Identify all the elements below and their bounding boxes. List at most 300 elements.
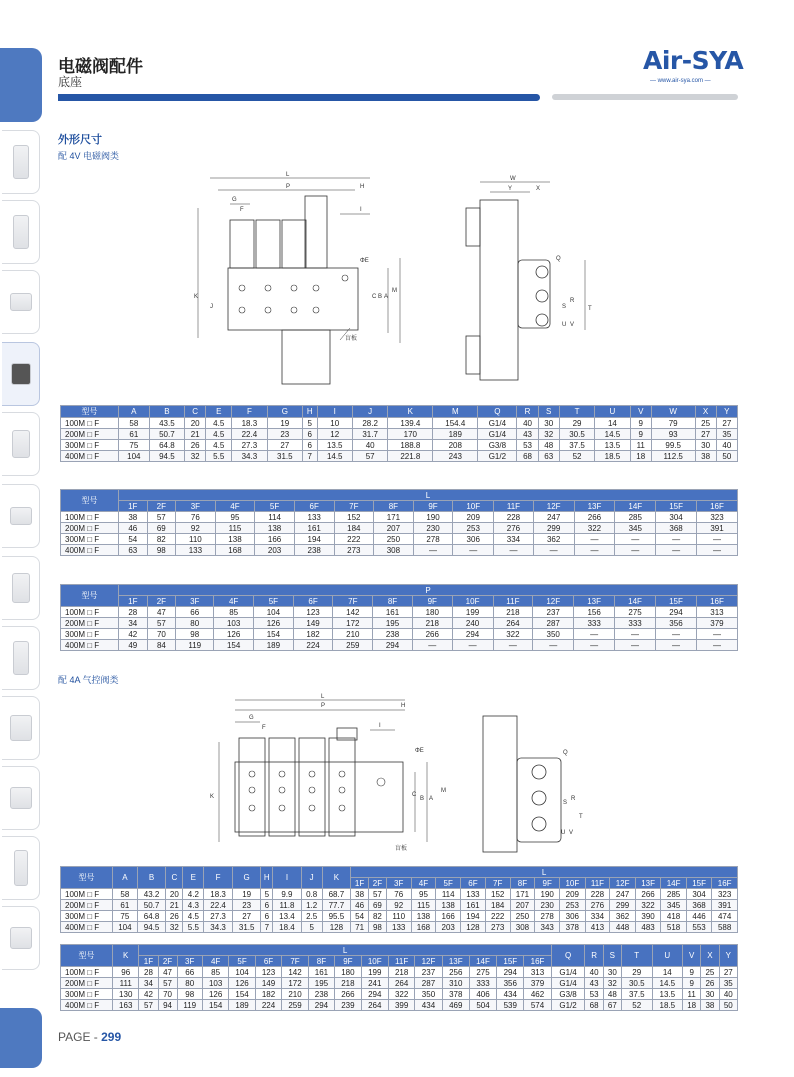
value-cell: 333 <box>615 618 656 629</box>
col-header: 1F <box>139 956 158 967</box>
value-cell: 161 <box>373 607 413 618</box>
value-cell: 285 <box>661 889 687 900</box>
value-cell: — <box>574 640 615 651</box>
value-cell: 99.5 <box>651 440 695 451</box>
value-cell: 104 <box>119 451 150 462</box>
value-cell: — <box>493 640 533 651</box>
value-cell: 350 <box>415 989 442 1000</box>
value-cell: 48 <box>603 989 621 1000</box>
col-header: 4F <box>411 878 436 889</box>
col-header: C <box>166 867 183 889</box>
col-header: 13F <box>574 501 615 512</box>
table-row <box>61 889 738 900</box>
value-cell: 322 <box>493 629 533 640</box>
table-row <box>61 545 738 556</box>
col-header: 6F <box>461 878 486 889</box>
value-cell: 362 <box>533 534 574 545</box>
value-cell: 98 <box>176 629 214 640</box>
value-cell: 306 <box>560 911 586 922</box>
value-cell: 259 <box>333 640 373 651</box>
model-header: 型号 <box>61 945 113 967</box>
fitting-icon <box>13 145 29 179</box>
dim-label-E: ΦE <box>415 748 424 754</box>
col-header: A <box>113 867 138 889</box>
dim-label-I: I <box>360 207 362 213</box>
dim-label-G: G <box>232 197 237 203</box>
value-cell: 76 <box>176 512 216 523</box>
col-header: X <box>701 945 719 967</box>
value-cell: 161 <box>294 523 334 534</box>
col-header: S <box>538 406 559 418</box>
section-subtitle-4v: 配 4V 电磁阀类 <box>58 151 120 161</box>
value-cell: 64.8 <box>137 911 166 922</box>
value-cell: 114 <box>255 512 295 523</box>
model-cell: 100M □ F <box>61 889 113 900</box>
value-cell: — <box>412 640 452 651</box>
value-cell: — <box>494 545 534 556</box>
value-cell: 43.5 <box>149 418 184 429</box>
value-cell: 32 <box>185 451 206 462</box>
dim-label-F: F <box>240 207 244 213</box>
value-cell: 27.3 <box>204 911 233 922</box>
col-header: 2F <box>369 878 387 889</box>
value-cell: — <box>533 545 574 556</box>
value-cell: 119 <box>176 640 214 651</box>
col-header: J <box>352 406 387 418</box>
value-cell: 53 <box>517 440 538 451</box>
model-cell: 400M □ F <box>61 1000 113 1011</box>
dim-label-A: A <box>384 294 389 300</box>
value-cell: 103 <box>202 978 228 989</box>
value-cell: 92 <box>386 900 411 911</box>
value-cell: 209 <box>453 512 494 523</box>
dim-label-B: B <box>420 796 425 802</box>
value-cell: 138 <box>215 534 255 545</box>
value-cell: 253 <box>453 523 494 534</box>
col-header: 5F <box>436 878 461 889</box>
col-header: T <box>621 945 652 967</box>
value-cell: 67 <box>603 1000 621 1011</box>
col-header: 15F <box>656 501 697 512</box>
value-cell: 574 <box>524 1000 551 1011</box>
side-tab-cushions[interactable] <box>2 836 40 900</box>
col-header: 9F <box>335 956 361 967</box>
value-cell: 104 <box>113 922 138 933</box>
table-row <box>61 440 738 451</box>
col-header: Y <box>716 406 737 418</box>
value-cell: 4.5 <box>206 418 232 429</box>
value-cell: 333 <box>469 978 496 989</box>
value-cell: 64.8 <box>149 440 184 451</box>
value-cell: 28 <box>119 607 148 618</box>
col-header: Y <box>719 945 737 967</box>
value-cell: 323 <box>697 512 738 523</box>
table-row <box>61 451 738 462</box>
model-cell: 400M □ F <box>61 545 119 556</box>
nameplate-label: 盲板 <box>395 846 408 852</box>
col-header: S <box>603 945 621 967</box>
value-cell: 38 <box>695 451 716 462</box>
value-cell: — <box>697 534 738 545</box>
col-header: A <box>119 406 150 418</box>
value-cell: 34 <box>119 618 148 629</box>
value-cell: 14 <box>652 967 683 978</box>
value-cell: 110 <box>176 534 216 545</box>
value-cell: — <box>453 545 494 556</box>
value-cell: 25 <box>695 418 716 429</box>
value-cell: 504 <box>469 1000 496 1011</box>
table-row <box>61 618 738 629</box>
value-cell: 126 <box>214 629 254 640</box>
side-tab-actuators[interactable] <box>2 696 40 760</box>
value-cell: 43 <box>585 978 603 989</box>
value-cell: — <box>696 640 737 651</box>
value-cell: 126 <box>229 978 255 989</box>
table-row <box>61 629 738 640</box>
value-cell: 247 <box>533 512 574 523</box>
value-cell: 25 <box>701 967 719 978</box>
value-cell: 273 <box>334 545 374 556</box>
dim-label-Q: Q <box>556 256 561 262</box>
dim-label-V: V <box>570 322 575 328</box>
dim-label-P: P <box>286 184 291 190</box>
filter-icon <box>13 641 29 675</box>
value-cell: 115 <box>215 523 255 534</box>
value-cell: 4.2 <box>183 889 204 900</box>
value-cell: 0.8 <box>301 889 322 900</box>
value-cell: 5 <box>261 889 273 900</box>
value-cell: 48 <box>538 440 559 451</box>
col-header: 4F <box>214 596 254 607</box>
value-cell: G1/4 <box>478 418 517 429</box>
dim-label-U: U <box>561 830 566 836</box>
value-cell: 27.3 <box>232 440 267 451</box>
value-cell: — <box>656 545 697 556</box>
value-cell: 256 <box>442 967 469 978</box>
value-cell: 266 <box>412 629 452 640</box>
col-header: G <box>267 406 302 418</box>
model-cell: 200M □ F <box>61 618 119 629</box>
side-tab-solenoid-valves[interactable] <box>2 342 40 406</box>
value-cell: 40 <box>352 440 387 451</box>
table-row <box>61 967 738 978</box>
value-cell: 287 <box>415 978 442 989</box>
value-cell: 166 <box>255 534 295 545</box>
value-cell: 66 <box>176 607 214 618</box>
value-cell: 18.4 <box>273 922 302 933</box>
side-tab-manifolds[interactable] <box>2 484 40 548</box>
value-cell: 172 <box>333 618 373 629</box>
section-subtitle-4a: 配 4A 气控阀类 <box>58 675 119 685</box>
dim-label-B: B <box>378 294 383 300</box>
value-cell: 52 <box>559 451 594 462</box>
value-cell: 161 <box>461 900 486 911</box>
col-header: 7F <box>282 956 308 967</box>
value-cell: 207 <box>510 900 535 911</box>
col-header: 3F <box>176 501 216 512</box>
dim-label-T: T <box>579 814 583 820</box>
dim-label-P: P <box>321 703 326 709</box>
value-cell: 334 <box>494 534 534 545</box>
value-cell: 57 <box>139 1000 158 1011</box>
value-cell: 152 <box>334 512 374 523</box>
value-cell: 166 <box>436 911 461 922</box>
value-cell: 63 <box>119 545 148 556</box>
value-cell: 133 <box>176 545 216 556</box>
value-cell: — <box>615 534 656 545</box>
value-cell: 5.5 <box>183 922 204 933</box>
value-cell: 310 <box>442 978 469 989</box>
brand-logo: Air-SYA <box>643 46 744 75</box>
col-header: J <box>301 867 322 889</box>
dimension-table-4v-L <box>60 489 738 556</box>
value-cell: G3/8 <box>551 989 585 1000</box>
col-header: F <box>204 867 233 889</box>
col-header: C <box>185 406 206 418</box>
value-cell: 266 <box>574 512 615 523</box>
value-cell: 70 <box>147 629 176 640</box>
value-cell: 26 <box>166 911 183 922</box>
value-cell: 184 <box>334 523 374 534</box>
value-cell: 379 <box>524 978 551 989</box>
col-header: 16F <box>524 956 551 967</box>
col-header: I <box>273 867 302 889</box>
value-cell: 57 <box>147 618 176 629</box>
col-header: 15F <box>497 956 524 967</box>
value-cell: 28 <box>139 967 158 978</box>
value-cell: 379 <box>696 618 737 629</box>
value-cell: 391 <box>697 523 738 534</box>
value-cell: 304 <box>656 512 697 523</box>
value-cell: 239 <box>335 1000 361 1011</box>
value-cell: 115 <box>411 900 436 911</box>
value-cell: 6 <box>261 911 273 922</box>
value-cell: 308 <box>374 545 414 556</box>
L-header: L <box>139 945 551 956</box>
col-header: 6F <box>294 501 334 512</box>
value-cell: 209 <box>560 889 586 900</box>
value-cell: 63 <box>538 451 559 462</box>
P-header: P <box>119 585 738 596</box>
value-cell: 247 <box>610 889 636 900</box>
value-cell: 32 <box>166 922 183 933</box>
value-cell: 27 <box>267 440 302 451</box>
value-cell: 27 <box>232 911 261 922</box>
value-cell: — <box>615 629 656 640</box>
value-cell: 278 <box>413 534 453 545</box>
value-cell: 195 <box>373 618 413 629</box>
col-header: 1F <box>119 596 148 607</box>
value-cell: 276 <box>585 900 610 911</box>
value-cell: 294 <box>308 1000 334 1011</box>
muffler-icon <box>10 787 32 809</box>
col-header: 7F <box>334 501 374 512</box>
value-cell: 188.8 <box>388 440 433 451</box>
col-header: K <box>322 867 351 889</box>
value-cell: — <box>574 545 615 556</box>
value-cell: 43.2 <box>137 889 166 900</box>
value-cell: 98 <box>147 545 176 556</box>
value-cell: 199 <box>361 967 388 978</box>
side-tab-mufflers[interactable] <box>2 766 40 830</box>
side-tab-fittings[interactable] <box>2 130 40 194</box>
brand-url: — www.air-sya.com — <box>650 78 711 84</box>
value-cell: 221.8 <box>388 451 433 462</box>
value-cell: 154.4 <box>433 418 478 429</box>
model-header: 型号 <box>61 585 119 607</box>
table-row <box>61 922 738 933</box>
value-cell: 38 <box>701 1000 719 1011</box>
header-bar-blue <box>58 94 540 101</box>
value-cell: 18.5 <box>652 1000 683 1011</box>
cylinder-icon <box>13 215 29 249</box>
value-cell: 294 <box>452 629 493 640</box>
value-cell: 14.5 <box>595 429 630 440</box>
value-cell: 34 <box>139 978 158 989</box>
coupling-icon <box>10 927 32 949</box>
dim-label-G: G <box>249 715 254 721</box>
value-cell: 43 <box>517 429 538 440</box>
value-cell: 126 <box>254 618 294 629</box>
side-tab-regulators[interactable] <box>2 412 40 476</box>
value-cell: 218 <box>493 607 533 618</box>
value-cell: 57 <box>369 889 387 900</box>
value-cell: 152 <box>485 889 510 900</box>
side-tab-filters[interactable] <box>2 626 40 690</box>
value-cell: 138 <box>436 900 461 911</box>
col-header: K <box>388 406 433 418</box>
value-cell: 95.5 <box>322 911 351 922</box>
value-cell: 238 <box>373 629 413 640</box>
model-header: 型号 <box>61 867 113 889</box>
dim-label-J: J <box>210 304 213 310</box>
value-cell: 20 <box>166 889 183 900</box>
side-tab-couplings[interactable] <box>2 906 40 970</box>
value-cell: 190 <box>535 889 560 900</box>
dim-label-Q: Q <box>563 750 568 756</box>
value-cell: 250 <box>374 534 414 545</box>
dim-label-U: U <box>562 322 567 328</box>
value-cell: 23 <box>267 429 302 440</box>
regulator-icon <box>12 430 30 458</box>
value-cell: 154 <box>229 989 255 1000</box>
value-cell: 253 <box>560 900 586 911</box>
side-tab-lubricators[interactable] <box>2 556 40 620</box>
value-cell: 345 <box>615 523 656 534</box>
value-cell: 31.5 <box>232 922 261 933</box>
value-cell: — <box>574 534 615 545</box>
value-cell: 418 <box>661 911 687 922</box>
value-cell: 19 <box>232 889 261 900</box>
value-cell: 68 <box>585 1000 603 1011</box>
value-cell: 333 <box>574 618 615 629</box>
side-accent-top <box>0 48 42 122</box>
value-cell: 9.9 <box>273 889 302 900</box>
value-cell: 156 <box>574 607 615 618</box>
value-cell: 85 <box>214 607 254 618</box>
value-cell: 222 <box>485 911 510 922</box>
value-cell: 12 <box>317 429 352 440</box>
table-row <box>61 978 738 989</box>
value-cell: 230 <box>413 523 453 534</box>
side-tab-cylinders[interactable] <box>2 200 40 264</box>
value-cell: 322 <box>574 523 615 534</box>
col-header: 8F <box>308 956 334 967</box>
model-cell: 200M □ F <box>61 900 113 911</box>
dim-label-H: H <box>401 703 406 709</box>
value-cell: 69 <box>369 900 387 911</box>
value-cell: — <box>696 629 737 640</box>
value-cell: 170 <box>388 429 433 440</box>
dimension-table-4v-P <box>60 584 738 651</box>
value-cell: 112.5 <box>651 451 695 462</box>
col-header: 7F <box>485 878 510 889</box>
value-cell: 266 <box>335 989 361 1000</box>
side-tab-valves[interactable] <box>2 270 40 334</box>
dim-label-K: K <box>194 294 199 300</box>
value-cell: 2.5 <box>301 911 322 922</box>
value-cell: 94.5 <box>149 451 184 462</box>
value-cell: 323 <box>712 889 738 900</box>
value-cell: 275 <box>469 967 496 978</box>
value-cell: 171 <box>374 512 414 523</box>
dim-label-X: X <box>536 186 541 192</box>
value-cell: 168 <box>215 545 255 556</box>
value-cell: 553 <box>686 922 712 933</box>
value-cell: 11 <box>630 440 651 451</box>
dim-label-M: M <box>392 288 397 294</box>
value-cell: 299 <box>533 523 574 534</box>
value-cell: 539 <box>497 1000 524 1011</box>
value-cell: 50.7 <box>149 429 184 440</box>
col-header: 11F <box>493 596 533 607</box>
L-header: L <box>351 867 738 878</box>
value-cell: 18.3 <box>232 418 267 429</box>
col-header: 2F <box>158 956 177 967</box>
value-cell: 54 <box>119 534 148 545</box>
value-cell: 14.5 <box>652 978 683 989</box>
value-cell: 368 <box>656 523 697 534</box>
value-cell: 294 <box>656 607 697 618</box>
model-cell: 300M □ F <box>61 440 119 451</box>
value-cell: 34.3 <box>204 922 233 933</box>
value-cell: 82 <box>147 534 176 545</box>
col-header: 11F <box>494 501 534 512</box>
value-cell: 313 <box>696 607 737 618</box>
value-cell: 58 <box>113 889 138 900</box>
page-number <box>58 1030 121 1044</box>
value-cell: 103 <box>214 618 254 629</box>
value-cell: 299 <box>610 900 636 911</box>
value-cell: 218 <box>335 978 361 989</box>
value-cell: 84 <box>147 640 176 651</box>
value-cell: 29 <box>621 967 652 978</box>
dim-label-M: M <box>441 788 446 794</box>
value-cell: 29 <box>559 418 594 429</box>
value-cell: 210 <box>333 629 373 640</box>
dim-label-V: V <box>569 830 574 836</box>
value-cell: 264 <box>361 1000 388 1011</box>
value-cell: G1/4 <box>478 429 517 440</box>
value-cell: 189 <box>254 640 294 651</box>
value-cell: 4.5 <box>206 429 232 440</box>
model-cell: 100M □ F <box>61 607 119 618</box>
value-cell: 294 <box>361 989 388 1000</box>
dim-label-Y: Y <box>508 186 513 192</box>
model-cell: 400M □ F <box>61 451 119 462</box>
value-cell: 7 <box>261 922 273 933</box>
value-cell: 46 <box>351 900 369 911</box>
